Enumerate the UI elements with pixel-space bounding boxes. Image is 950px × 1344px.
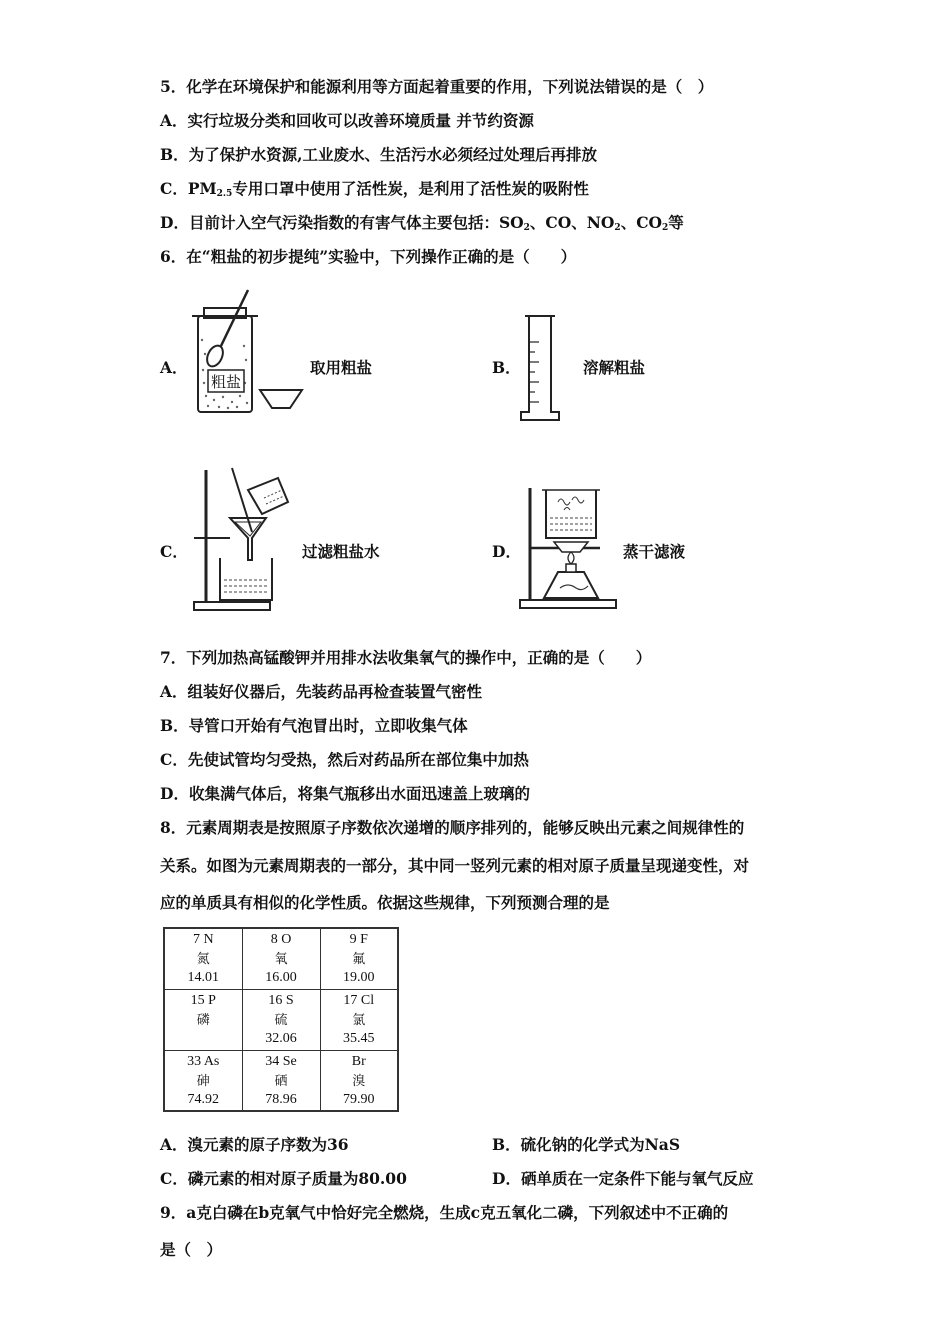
q7-stem: 7．下列加热高锰酸钾并用排水法收集氧气的操作中，正确的是（ ） [160,648,652,667]
q7-option-b: B．导管口开始有气泡冒出时，立即收集气体 [160,716,468,735]
q8-option-c: C．磷元素的相对原子质量为80.00 [160,1169,407,1188]
periodic-table-excerpt [163,927,399,1112]
graduated-cylinder-figure [515,312,565,424]
element-cell: Br 溴 79.90 [320,1050,398,1111]
element-cell: 9 F 氟 19.00 [320,928,398,989]
element-cell: 17 Cl 氯 35.45 [320,989,398,1050]
q6-option-d-letter: D． [492,542,521,561]
q5-option-b: B．为了保护水资源,工业废水、生活污水必须经过处理后再排放 [160,145,597,164]
q8-stem-line1: 8．元素周期表是按照原子序数依次递增的顺序排列的，能够反映出元素之间规律性的 [160,818,745,837]
q8-option-b: B．硫化钠的化学式为NaS [492,1135,681,1154]
q6-option-a-letter: A． [160,358,188,377]
table-row [164,1050,398,1111]
element-cell: 33 As 砷 74.92 [164,1050,242,1111]
q8-option-d: D．硒单质在一定条件下能与氧气反应 [492,1169,754,1188]
q6-stem: 6．在“粗盐的初步提纯”实验中，下列操作正确的是（ ） [160,247,577,266]
q6-option-c-caption: 过滤粗盐水 [302,542,380,561]
q6-option-c-letter: C． [160,542,188,561]
evaporation-setup-figure [518,480,618,612]
q5-stem: 5．化学在环境保护和能源利用等方面起着重要的作用，下列说法错误的是（ ） [160,77,714,96]
element-cell: 34 Se 硒 78.96 [242,1050,320,1111]
q5-option-a: A．实行垃圾分类和回收可以改善环境质量 并节约资源 [160,111,534,130]
table-row [164,989,398,1050]
q6-option-d-caption: 蒸干滤液 [623,542,686,561]
q5-option-d: D．目前计入空气污染指数的有害气体主要包括：$SO_2$、CO、$NO_2$、$CO_2$等 [160,213,684,233]
q8-option-a: A．溴元素的原子序数为36 [160,1135,349,1154]
element-cell: 15 P 磷 [164,989,242,1050]
filtration-setup-figure [190,462,302,614]
element-cell: 16 S 硫 32.06 [242,989,320,1050]
q7-option-a: A．组装好仪器后，先装药品再检查装置气密性 [160,682,483,701]
q9-stem-line1: 9．a克白磷在b克氧气中恰好完全燃烧，生成c克五氧化二磷，下列叙述中不正确的 [160,1203,729,1222]
q6-option-b-caption: 溶解粗盐 [583,358,646,377]
q5-option-c: C．$PM_{2.5}$专用口罩中使用了活性炭，是利用了活性炭的吸附性 [160,179,589,199]
q7-option-c: C．先使试管均匀受热，然后对药品所在部位集中加热 [160,750,529,769]
element-cell: 8 O 氧 16.00 [242,928,320,989]
q8-stem-line2: 关系。如图为元素周期表的一部分，其中同一竖列元素的相对原子质量呈现递变性，对 [160,856,750,875]
element-cell: 7 N 氮 14.01 [164,928,242,989]
salt-jar-spoon-figure [190,288,310,418]
q7-option-d: D．收集满气体后，将集气瓶移出水面迅速盖上玻璃的 [160,784,530,803]
q6-option-b-letter: B． [492,358,521,377]
q8-stem-line3: 应的单质具有相似的化学性质。依据这些规律，下列预测合理的是 [160,893,610,912]
q9-stem-line2: 是（ ） [160,1240,223,1259]
table-row [164,928,398,989]
jar-label-text: 粗盐 [210,373,242,391]
q6-option-a-caption: 取用粗盐 [310,358,373,377]
